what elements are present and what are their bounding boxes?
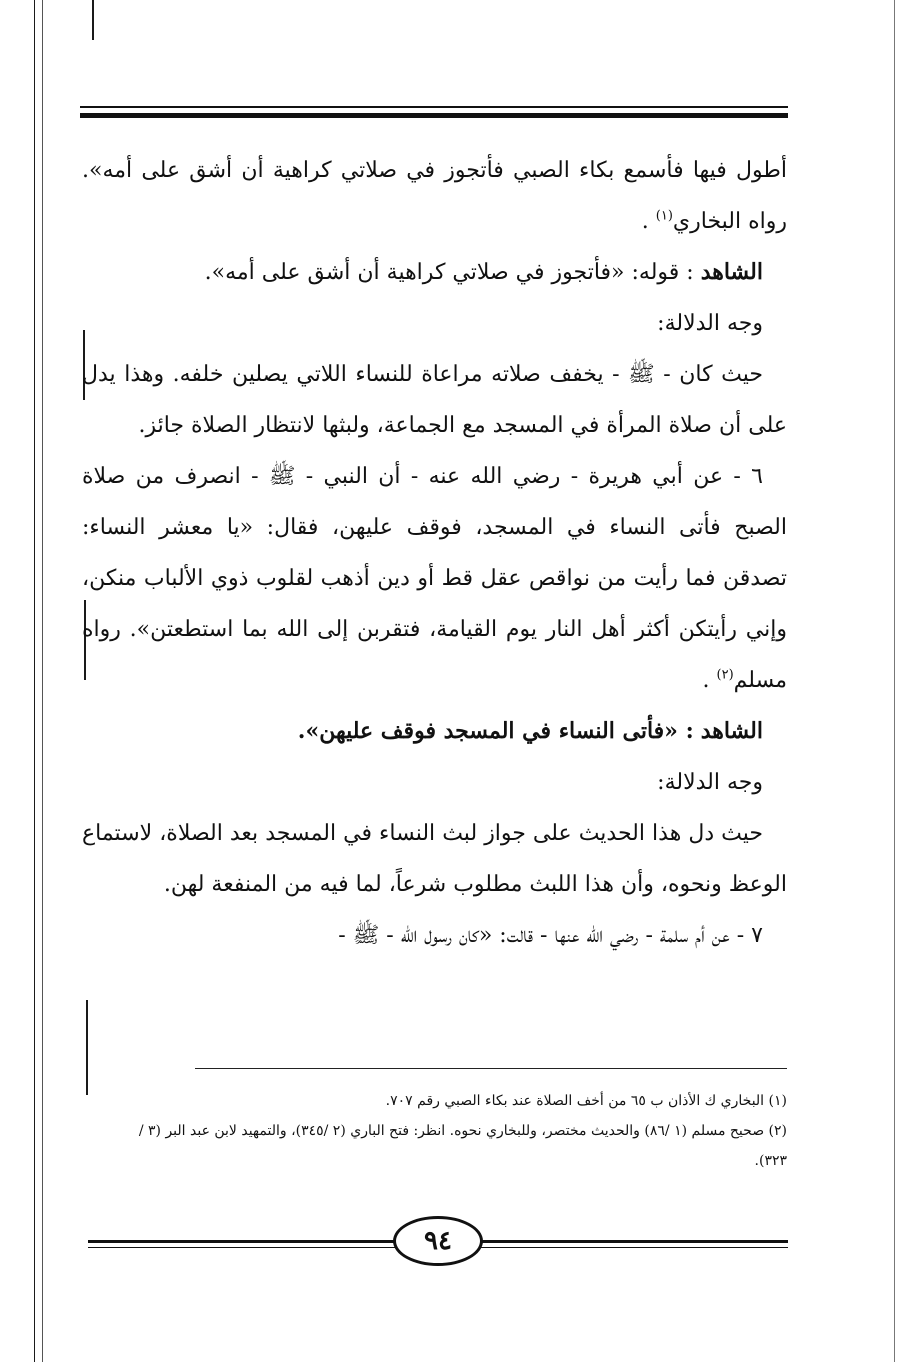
shahid-label: الشاهد	[700, 718, 763, 744]
paragraph-explanation-1: حيث كان - ﷺ - يخفف صلاته مراعاة للنساء اللاتي يصلين خلفه. وهذا يدل على أن صلاة المرأة في المسجد مع الجماعة، ولبثها لانتظار الصلاة جائز.	[82, 362, 787, 438]
footnote-1: (١) البخاري ك الأذان ب ٦٥ من أخف الصلاة عند بكاء الصبي رقم ٧٠٧.	[385, 1093, 787, 1109]
scan-edge-line-left	[34, 0, 35, 1362]
footer-rule-left	[88, 1240, 396, 1243]
scan-edge-line-right	[894, 0, 895, 1362]
page-number-text: ٩٤	[424, 1226, 452, 1256]
hadith-7: ٧ - عن أم سلمة - رضي الله عنها - قالت: «كان رسول الله - ﷺ -	[338, 923, 763, 948]
page-number	[393, 1216, 483, 1266]
main-text	[82, 145, 787, 961]
scan-mark-top	[92, 0, 94, 40]
paragraph-1: أطول فيها فأسمع بكاء الصبي فأتجوز في صلاتي كراهية أن أشق على أمه». رواه البخاري$^{(١)}$ .	[82, 158, 787, 234]
header-rule-thin	[80, 106, 788, 108]
paragraph-explanation-2: حيث دل هذا الحديث على جواز لبث النساء في المسجد بعد الصلاة، لاستماع الوعظ ونحوه، وأن هذا اللبث مطلوب شرعاً، لما فيه من المنفعة لهن.	[82, 821, 787, 897]
footer-rule-right	[480, 1240, 788, 1243]
footer-rule-right-thin	[480, 1247, 788, 1248]
footnotes	[120, 1086, 787, 1176]
dalala-heading-2: وجه الدلالة:	[657, 770, 763, 795]
scan-mark-left-3	[86, 1000, 88, 1095]
footnote-ref-1: (١)	[655, 208, 673, 224]
footnote-ref-2: (٢)	[716, 667, 734, 683]
shahid-label: الشاهد	[700, 259, 763, 285]
hadith-6: ٦ - عن أبي هريرة - رضي الله عنه - أن النبي - ﷺ - انصرف من صلاة الصبح فأتى النساء في المسجد، فوقف عليهن، فقال: «يا معشر النساء: تصدقن فما رأيت من نواقص عقل قط أو دين أذهب لقلوب ذوي الألباب منكن، وإني رأيتكن أكثر أهل النار يوم القيامة، فتقربن إلى الله بما استطعتن». رواه مسلم$^{(٢)}$ .	[82, 464, 787, 693]
shahid-2: الشاهد : «فأتى النساء في المسجد فوقف عليهن».	[297, 718, 763, 744]
footer-rule-left-thin	[88, 1247, 396, 1248]
footnote-separator	[195, 1068, 787, 1069]
shahid-1: الشاهد : قوله: «فأتجوز في صلاتي كراهية أن أشق على أمه».	[204, 259, 763, 285]
scan-edge-line-left-2	[42, 0, 43, 1362]
header-rule-thick	[80, 113, 788, 118]
footnote-2: (٢) صحيح مسلم (١ /٨٦) والحديث مختصر، وللبخاري نحوه. انظر: فتح الباري (٢ /٣٤٥)، والتمهيد لابن عبد البر (٣ /٣٢٣).	[138, 1123, 787, 1169]
dalala-heading-1: وجه الدلالة:	[657, 311, 763, 336]
